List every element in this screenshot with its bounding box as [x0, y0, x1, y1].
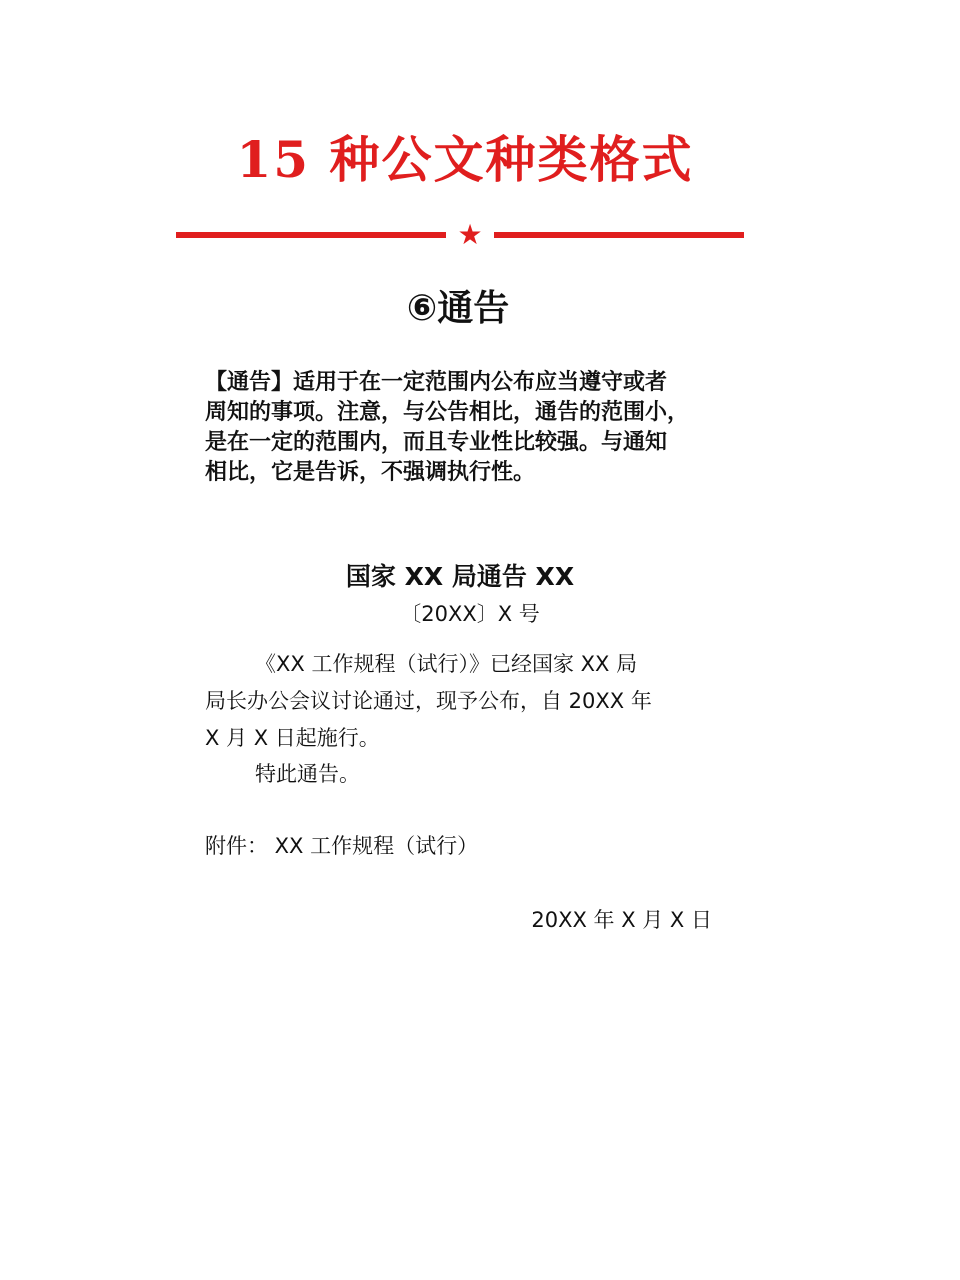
sample-doc-title: 国家 XX 局通告 XX: [345, 562, 575, 591]
intro-line: 是在一定的范围内，而且专业性比较强。与通知: [205, 430, 668, 455]
intro-line: 相比，它是告诉，不强调执行性。: [205, 460, 536, 485]
sample-body-line: 局长办公会议讨论通过，现予公布，自 20XX 年: [205, 689, 652, 713]
sample-body-line: 《XX 工作规程（试行）》已经国家 XX 局: [255, 652, 638, 676]
sample-doc-date: 20XX 年 X 月 X 日: [531, 908, 712, 932]
sample-attachment: 附件： XX 工作规程（试行）: [205, 834, 479, 858]
sample-body-closing: 特此通告。: [255, 762, 360, 786]
divider-line-right: [494, 232, 744, 238]
intro-line: 周知的事项。注意，与公告相比，通告的范围小，: [205, 400, 690, 425]
intro-line: 【通告】适用于在一定范围内公布应当遵守或者: [205, 370, 668, 395]
section-heading: ⑥通告: [406, 288, 510, 329]
intro-paragraph: [205, 368, 725, 488]
page-title: 15 种公文种类格式: [236, 130, 694, 189]
sample-body-line: X 月 X 日起施行。: [205, 726, 380, 750]
star-icon: ★: [457, 218, 483, 251]
divider-line-left: [176, 232, 446, 238]
sample-doc-number: 〔20XX〕X 号: [400, 602, 540, 626]
